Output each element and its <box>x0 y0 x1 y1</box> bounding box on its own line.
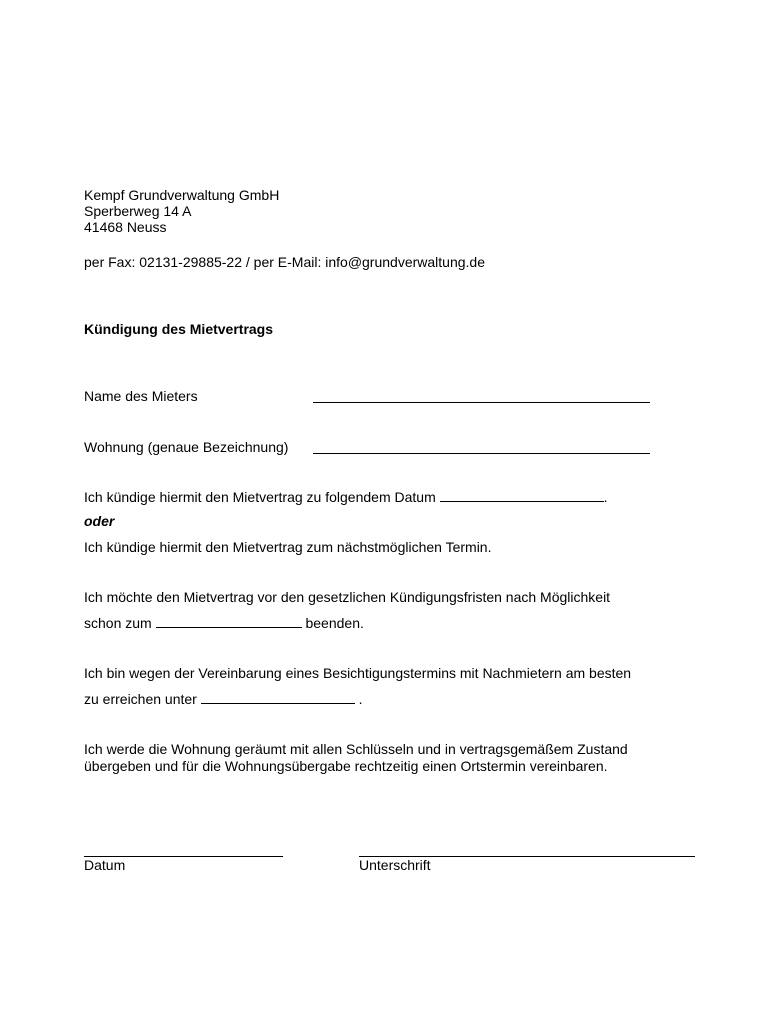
apartment-label: Wohnung (genaue Bezeichnung) <box>84 439 289 455</box>
recipient-company: Kempf Grundverwaltung GmbH <box>84 187 280 203</box>
recipient-street: Sperberweg 14 A <box>84 203 192 219</box>
early-termination-suffix: beenden. <box>305 615 364 631</box>
early-termination-date-blank[interactable] <box>156 615 302 628</box>
tenant-name-blank[interactable] <box>313 402 650 403</box>
or-label: oder <box>84 513 115 529</box>
termination-date-period: . <box>603 489 608 505</box>
signature-label: Unterschrift <box>359 857 431 873</box>
tenant-name-label: Name des Mieters <box>84 388 198 404</box>
date-label: Datum <box>84 857 126 873</box>
subject-heading: Kündigung des Mietvertrags <box>84 321 274 337</box>
early-termination-line1: Ich möchte den Mietvertrag vor den gesetzlichen Kündigungsfristen nach Möglichkeit <box>84 589 611 605</box>
viewing-contact-blank[interactable] <box>201 691 355 704</box>
termination-date-text: Ich kündige hiermit den Mietvertrag zu folgendem Datum <box>84 489 436 505</box>
viewing-suffix: . <box>358 691 363 707</box>
termination-next-text: Ich kündige hiermit den Mietvertrag zum nächstmöglichen Termin. <box>84 539 492 555</box>
early-termination-line2 <box>84 615 364 631</box>
handover-line2: übergeben und für die Wohnungsübergabe rechtzeitig einen Ortstermin vereinbaren. <box>84 758 608 774</box>
apartment-blank[interactable] <box>313 453 650 454</box>
viewing-line1: Ich bin wegen der Vereinbarung eines Besichtigungstermins mit Nachmietern am besten <box>84 665 632 681</box>
recipient-contact: per Fax: 02131-29885-22 / per E-Mail: info@grundverwaltung.de <box>84 254 485 270</box>
termination-date-blank[interactable] <box>440 489 604 502</box>
viewing-prefix: zu erreichen unter <box>84 691 197 707</box>
early-termination-prefix: schon zum <box>84 615 152 631</box>
viewing-line2 <box>84 691 363 707</box>
handover-line1: Ich werde die Wohnung geräumt mit allen Schlüsseln und in vertragsgemäßem Zustand <box>84 741 628 757</box>
termination-date-line <box>84 489 608 505</box>
recipient-city: 41468 Neuss <box>84 219 167 235</box>
